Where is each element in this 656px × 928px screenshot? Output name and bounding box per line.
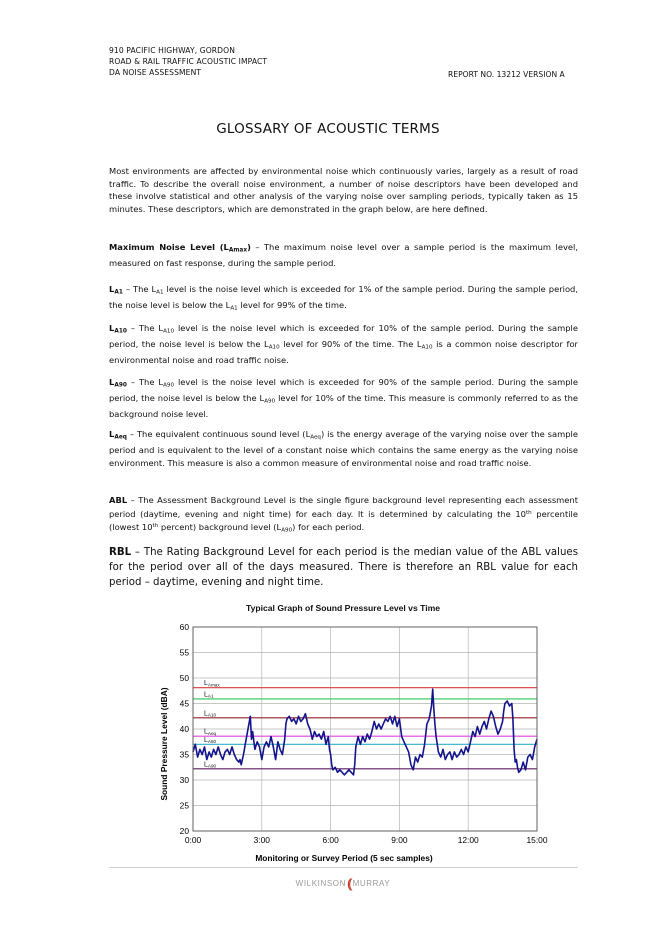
max-noise-text: – The maximum noise level over a sample period is the maximum level, measured on fast response, during the sample period.: [109, 242, 578, 269]
la90-text-b: level is the noise level which is exceeded for 90% of the sample period. During the sample period, the noise level is below the L: [109, 377, 579, 404]
la1-term: [109, 284, 123, 294]
la10-text-d: is a common noise descriptor for environmental noise and road traffic noise.: [109, 339, 578, 366]
max-noise-term: [109, 242, 251, 252]
y-tick-label: 35: [179, 749, 189, 760]
max-noise-paragraph: [109, 241, 578, 270]
y-tick-label: 25: [179, 800, 189, 811]
la90-term-text: L: [109, 377, 115, 387]
max-noise-term-sub: Amax: [228, 247, 248, 254]
la90-term-sub: A90: [114, 382, 127, 389]
max-noise-term-end: ): [247, 242, 251, 252]
data-series-line: [193, 689, 537, 775]
abl-sub-1: A90: [281, 527, 293, 534]
reference-line-label: LAmax: [204, 680, 220, 688]
chart-y-axis-label: Sound Pressure Level (dBA): [159, 687, 169, 801]
laeq-sub-1: Aeq: [310, 434, 321, 441]
y-tick-label: 45: [179, 698, 189, 709]
la10-text-c: level for 90% of the time. The L: [279, 339, 422, 350]
abl-text-d: ) for each period.: [292, 522, 365, 533]
header-line-3: DA NOISE ASSESSMENT: [109, 68, 202, 77]
reference-line-label-sub: A1: [207, 693, 214, 699]
reference-line-label: LAeq: [204, 728, 217, 736]
chart-reference-lines: [193, 688, 537, 769]
laeq-term-text: L: [109, 429, 115, 439]
chart-tick-labels: [180, 622, 548, 845]
abl-paragraph: [109, 494, 578, 537]
rbl-term: RBL: [109, 547, 132, 558]
logo-text-left: WILKINSON: [295, 879, 346, 888]
footer-divider: [109, 867, 578, 868]
y-tick-label: 55: [179, 647, 189, 658]
reference-line-label: LA1: [204, 691, 214, 699]
y-tick-label: 20: [179, 826, 189, 836]
la10-paragraph: [109, 322, 578, 367]
y-tick-label: 30: [179, 775, 189, 785]
la10-sub-1: A10: [163, 328, 175, 335]
max-noise-term-text: Maximum Noise Level (L: [109, 242, 229, 252]
la1-text-a: – The L: [122, 284, 157, 294]
abl-text-a: – The Assessment Background Level is the single figure background level representing each assessment period (daytime, evening and night time) for each day. It is determined by calculating the 10: [109, 495, 578, 519]
rbl-text: – The Rating Background Level for each period is the median value of the ABL values for the period over all of the days measured. There is therefore an RBL value for each period – daytime, evening and night time.: [109, 547, 578, 588]
x-tick-label: 12:00: [457, 835, 479, 845]
abl-text-c: percent) background level (L: [158, 522, 282, 533]
abl-sup-1: th: [525, 509, 532, 516]
y-tick-label: 40: [179, 724, 189, 734]
y-tick-label: 50: [179, 673, 189, 683]
chart-grid: [193, 627, 537, 831]
la10-sub-3: A10: [421, 344, 433, 351]
company-logo: [0, 876, 656, 891]
la10-text-b: level is the noise level which is exceeded for 10% of the sample period. During the sample period, the noise level is below the L: [109, 323, 579, 350]
la1-term-sub: A1: [114, 289, 123, 296]
la10-term-sub: A10: [114, 328, 127, 335]
reference-line-label-sub: A50: [207, 739, 217, 744]
laeq-text-b: ) is the energy average of the varying noise over the sample period and is equivalent to the level of a constant noise which contains the same energy as the varying noise environment. This measure is also a common measure of environmental noise and road traffic noise.: [109, 429, 578, 468]
laeq-term-sub: Aeq: [114, 434, 127, 441]
laeq-text-a: – The equivalent continuous sound level (L: [126, 429, 311, 439]
reference-line-label: LA90: [204, 761, 217, 769]
page-title: GLOSSARY OF ACOUSTIC TERMS: [216, 121, 440, 137]
reference-line-label-sub: Aeq: [207, 730, 217, 736]
x-tick-label: 0:00: [184, 835, 202, 845]
reference-line-label-sub: A10: [207, 712, 217, 718]
header-line-2: ROAD & RAIL TRAFFIC ACOUSTIC IMPACT: [109, 57, 268, 66]
chart-series-group: [193, 689, 537, 775]
header-line-1: 910 PACIFIC HIGHWAY, GORDON: [109, 46, 235, 55]
la90-paragraph: [109, 376, 578, 421]
reference-line-label: LA10: [204, 710, 217, 718]
la1-text-c: level for 99% of the time.: [237, 300, 347, 311]
y-tick-label: 60: [179, 622, 189, 632]
la90-sub-1: A90: [163, 382, 175, 389]
la90-sub-2: A90: [264, 398, 276, 405]
chart-x-axis-label: Monitoring or Survey Period (5 sec samples): [255, 853, 433, 863]
intro-paragraph: Most environments are affected by environmental noise which continuously varies, largely as a result of road traffic. To describe the overall noise environment, a number of noise descriptors have been developed and these involve statistical and other analysis of the varying noise over sampling periods, typically taken as 15 minutes. These descriptors, which are demonstrated in the graph below, are here defined.: [109, 166, 578, 214]
x-tick-label: 9:00: [391, 835, 408, 845]
abl-term: ABL: [109, 495, 128, 505]
rbl-paragraph: [109, 546, 578, 590]
la10-term-text: L: [109, 323, 115, 333]
x-tick-label: 6:00: [322, 835, 339, 845]
reference-line-label: LA50: [204, 736, 217, 744]
chart-title: Typical Graph of Sound Pressure Level vs Time: [245, 603, 441, 613]
la1-sub-1: A1: [156, 289, 164, 296]
abl-text-b: percentile (lowest 10: [109, 508, 578, 533]
header-address: [109, 45, 267, 78]
la10-term: [109, 323, 127, 333]
abl-sup-2: th: [152, 523, 159, 530]
la1-sub-2: A1: [230, 305, 238, 312]
laeq-term: [109, 429, 127, 439]
la90-term: [109, 377, 127, 387]
reference-line-label-sub: A90: [207, 763, 217, 769]
la90-text-c: level for 10% of the time. This measure is commonly referred to as the background noise level.: [109, 393, 578, 420]
x-tick-label: 3:00: [253, 835, 270, 845]
la1-term-text: L: [109, 284, 115, 294]
la1-text-b: level is the noise level which is exceeded for 1% of the sample period. During the sample period, the noise level is below the L: [109, 284, 579, 311]
la90-text-a: – The L: [126, 377, 164, 387]
report-number: REPORT NO. 13212 VERSION A: [448, 70, 565, 79]
sound-level-chart: [150, 617, 560, 869]
reference-line-label-sub: Amax: [207, 682, 220, 688]
la1-paragraph: [109, 283, 578, 315]
x-tick-label: 15:00: [526, 835, 548, 845]
laeq-paragraph: [109, 428, 578, 469]
la10-sub-2: A10: [268, 344, 280, 351]
logo-mark: ((: [346, 876, 350, 891]
la10-text-a: – The L: [126, 323, 164, 333]
logo-text-right: MURRAY: [352, 879, 391, 888]
